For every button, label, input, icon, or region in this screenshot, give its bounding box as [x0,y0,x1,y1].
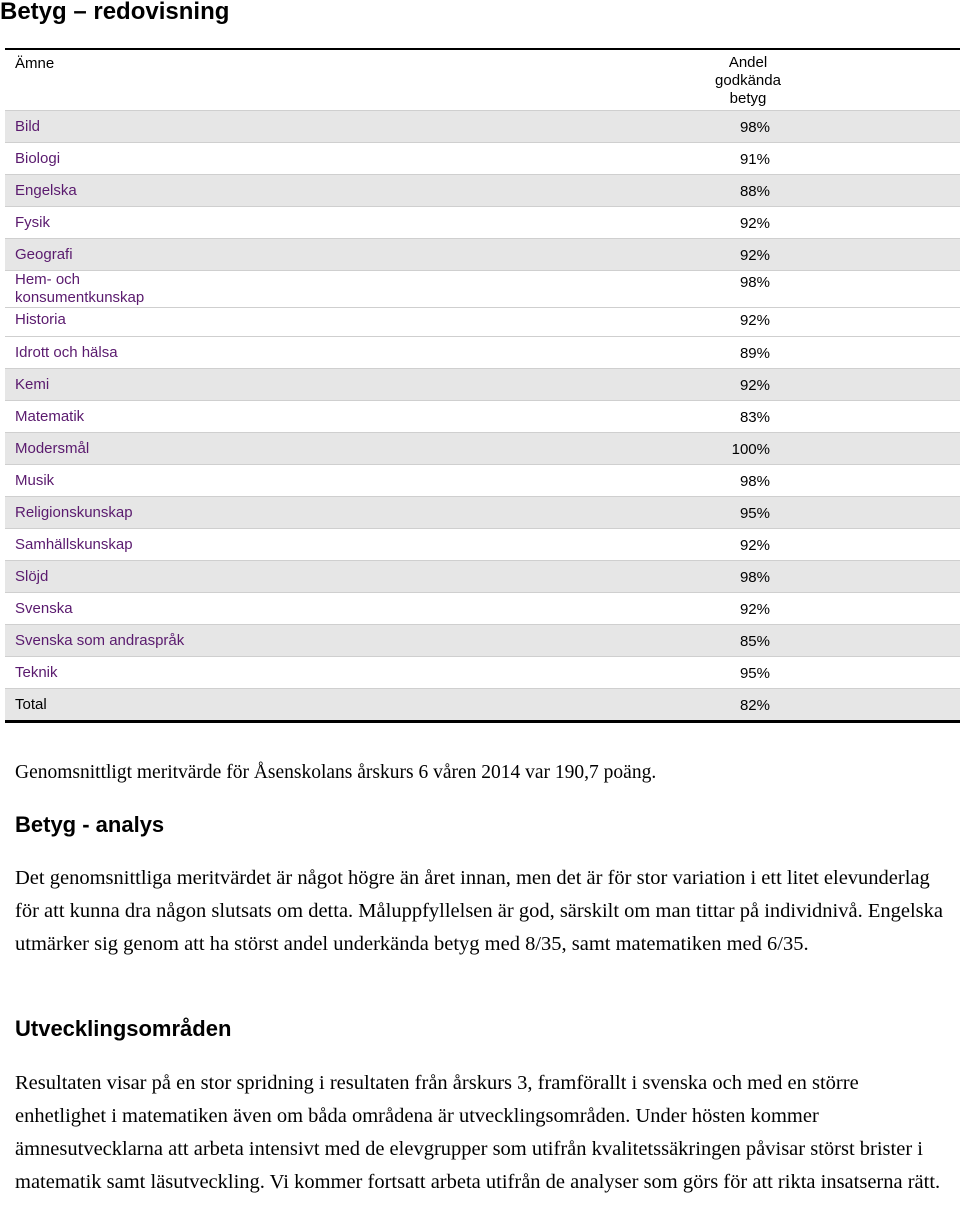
share-cell: 92% [739,215,770,232]
table-row [5,174,960,206]
analysis-text: Det genomsnittliga meritvärdet är något högre än året innan, men det är för stor variation i ett litet elevunderlag för att kunna dra någon slutsats om detta. Måluppfyllelsen är god, särskilt om man tittar på individnivå. Engelska utmärker sig genom att ha störst andel underkända betyg med 8/35, samt matematiken med 6/35. [15,867,943,955]
subject-cell: Bild [15,118,41,135]
table-row [5,528,960,560]
table-row [5,464,960,496]
share-cell: 98% [739,119,770,136]
subject-cell: Total [15,696,47,713]
subject-cell: Kemi [15,376,50,393]
table-row [5,307,960,336]
table-row [5,496,960,528]
share-cell: 95% [739,665,770,682]
share-cell: 92% [739,601,770,618]
table-row [5,270,960,307]
column-header-share-line: godkända [715,72,781,89]
subject-cell: Fysik [15,214,50,231]
grades-table [5,48,960,723]
subject-cell: Geografi [15,246,73,263]
subject-cell: Slöjd [15,568,49,585]
subject-cell: Biologi [15,150,61,167]
table-row [5,336,960,368]
table-row [5,206,960,238]
share-cell: 85% [739,633,770,650]
share-cell: 100% [731,441,770,458]
share-cell: 92% [739,537,770,554]
subject-cell: Musik [15,472,55,489]
table-row [5,432,960,464]
table-row [5,624,960,656]
subject-cell: Samhällskunskap [15,536,133,553]
table-header [5,50,960,110]
table-row [5,238,960,270]
summary-text: Genomsnittligt meritvärde för Åsenskolans årskurs 6 våren 2014 var 190,7 poäng. [15,762,657,783]
column-header-share-line: Andel [728,54,768,71]
table-row [5,592,960,624]
subject-cell: Matematik [15,408,85,425]
subject-cell: Engelska [15,182,77,199]
subject-cell: Svenska som andraspråk [15,632,185,649]
table-row-total [5,688,960,720]
share-cell: 92% [739,247,770,264]
table-row [5,400,960,432]
table-bottom-rule [5,720,960,723]
column-header-share-line: betyg [729,90,767,107]
subject-cell: Religionskunskap [15,504,133,521]
share-cell: 91% [739,151,770,168]
subject-cell: Svenska [15,600,73,617]
table-row [5,142,960,174]
share-cell: 82% [739,697,770,714]
table-row [5,656,960,688]
column-header-subject: Ämne [15,55,55,72]
share-cell: 98% [739,274,770,291]
table-row [5,560,960,592]
table-row [5,368,960,400]
share-cell: 89% [739,345,770,362]
share-cell: 98% [739,473,770,490]
share-cell: 92% [739,312,770,329]
column-header-share [683,54,813,108]
analysis-heading: Betyg - analys [15,812,165,837]
share-cell: 83% [739,409,770,426]
development-text: Resultaten visar på en stor spridning i resultaten från årskurs 3, framförallt i svenska och med en större enhetlighet i matematiken även om båda områdena är utvecklingsområden. Under hösten kommer ämnesutvecklarna att arbeta intensivt med de elevgrupper som utifrån kvalitetssäkringen påvisar störst brister i matematik samt läsutveckling. Vi kommer fortsatt arbeta utifrån de analyser som görs för att rikta insatserna rätt. [15,1072,941,1193]
share-cell: 95% [739,505,770,522]
share-cell: 92% [739,377,770,394]
share-cell: 98% [739,569,770,586]
subject-cell: Idrott och hälsa [15,344,118,361]
subject-cell: Teknik [15,664,58,681]
share-cell: 88% [739,183,770,200]
table-body [5,110,960,723]
subject-cell [15,271,144,307]
page-title: Betyg – redovisning [0,0,230,25]
subject-cell: Historia [15,311,66,328]
subject-cell-line: konsumentkunskap [15,289,145,306]
development-heading: Utvecklingsområden [15,1016,232,1041]
table-row [5,110,960,142]
subject-cell: Modersmål [15,440,90,457]
subject-cell-line: Hem- och [15,271,81,288]
